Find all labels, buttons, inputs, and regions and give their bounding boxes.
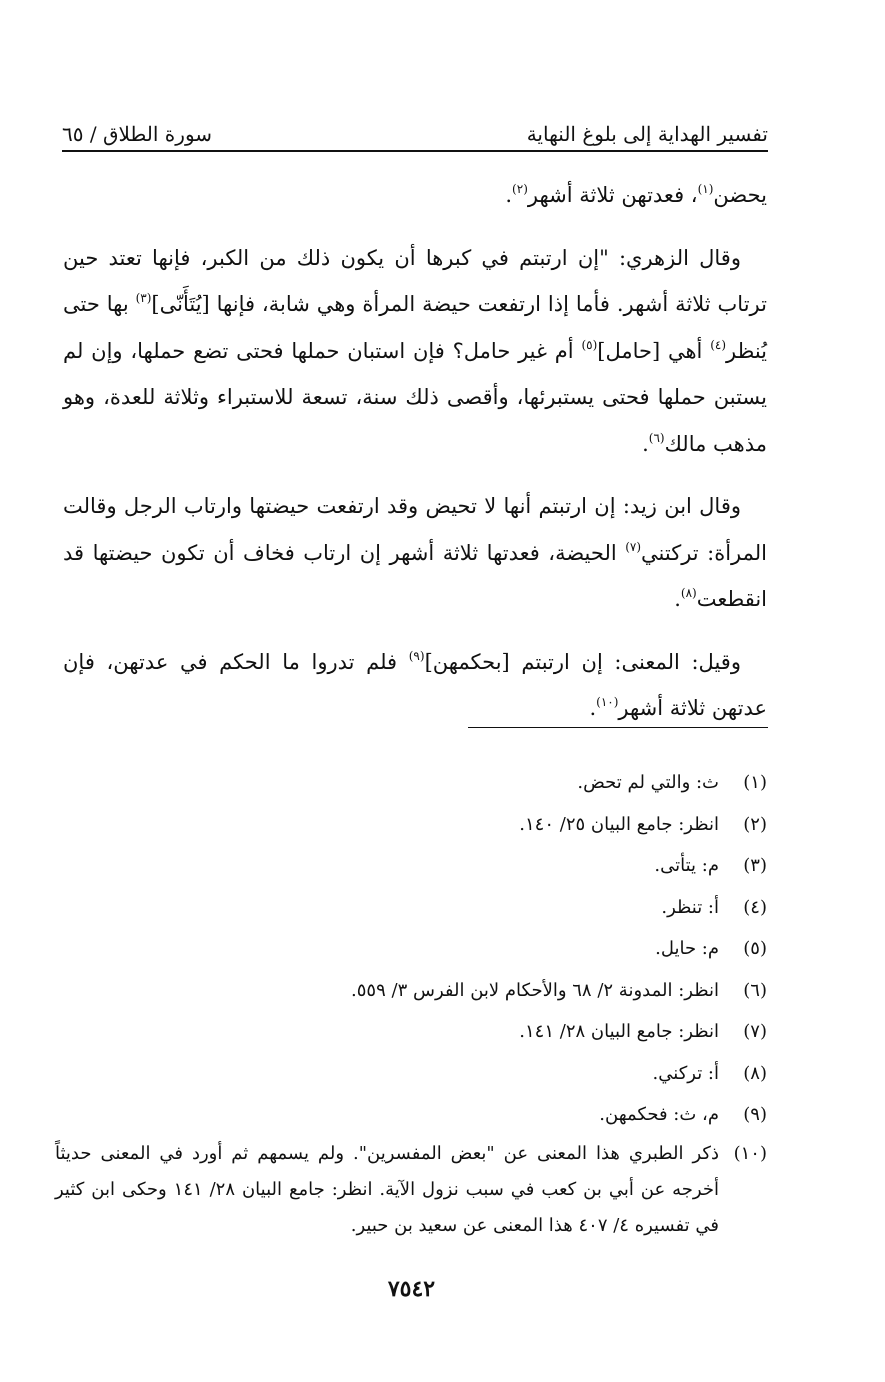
footnote-number: (٦) [743, 979, 767, 1001]
footnote-separator [468, 727, 768, 728]
footnote-text: ذكر الطبري هذا المعنى عن "بعض المفسرين". ولم يسمهم ثم أورد في المعنى حديثاً أخرجه عن أبي بن كعب في سبب نزول الآية. انظر: جامع البيان ٢٨/ ١٤١ وحكى ابن كثير في تفسيره ٤/ ٤٠٧ هذا المعنى عن سعيد بن حبير. [55, 1142, 719, 1236]
footnote-text: انظر: جامع البيان ٢٨/ ١٤١. [519, 1021, 719, 1042]
footnote-number: (٧) [743, 1021, 767, 1042]
footnote-ref[interactable]: (١٠) [596, 695, 619, 709]
text-run: بها حتى يُنظر [63, 292, 768, 363]
footnote-ref[interactable]: (٥) [581, 337, 598, 352]
footnote-ref[interactable]: (٨) [680, 586, 697, 600]
text-run: أم غير حامل؟ فإن استبان حملها فحتى تضع حملها، وإن لم يستبن حملها فحتى يستبرئها، وأقصى ذلك سنة، تسعة للاستبراء وثلاثة للعدة، وهو مذهب مالك [63, 338, 767, 456]
footnote-item [55, 1011, 767, 1053]
footnotes-list [55, 762, 767, 1244]
footnote-item [55, 762, 767, 804]
text-run: يحضن [713, 183, 767, 207]
main-text [63, 172, 767, 732]
footnote-number: (٨) [743, 1062, 767, 1084]
text-run: فلم تدروا ما الحكم في عدتهن، فإن عدتهن ثلاثة أشهر [63, 649, 767, 720]
footnote-text: انظر: جامع البيان ٢٥/ ١٤٠. [519, 813, 719, 835]
footnote-item [55, 887, 767, 929]
footnote-item [55, 845, 767, 887]
text-run: وقال ابن زيد: إن ارتبتم أنها لا تحيض وقد ارتفعت حيضتها وارتاب الرجل وقالت المرأة: تركتني [63, 494, 767, 565]
header-rule [62, 150, 768, 152]
footnote-ref[interactable]: (٧) [625, 539, 642, 554]
text-run: ، فعدتهن ثلاثة أشهر [527, 183, 698, 207]
text-run: وقال الزهري: "إن ارتبتم في كبرها أن يكون ذلك من الكبر، فإنها تعتد حين ترتاب ثلاثة أشهر. فأما إذا ارتفعت حيضة المرأة وهي شابة، فإنها [يُتَأَنّى] [63, 245, 767, 316]
footnote-text: انظر: المدونة ٢/ ٦٨ والأحكام لابن الفرس ٣/ ٥٥٩. [351, 979, 719, 1001]
text-run: . [674, 587, 681, 611]
footnote-item [55, 1053, 767, 1095]
footnote-ref[interactable]: (٢) [512, 182, 528, 196]
text-run: . [642, 431, 649, 456]
paragraph-4 [63, 639, 767, 732]
footnote-number: (٥) [743, 938, 767, 959]
footnote-ref[interactable]: (٦) [648, 430, 665, 445]
footnote-item [55, 970, 767, 1012]
footnote-text: أ: تركني. [652, 1062, 719, 1084]
book-title: تفسير الهداية إلى بلوغ النهاية [526, 122, 768, 146]
footnote-item [55, 928, 767, 970]
footnote-text: م: يتأتى. [654, 855, 719, 876]
footnote-ref[interactable]: (١) [697, 182, 714, 196]
footnote-number: (١٠) [733, 1142, 767, 1164]
footnote-item [55, 1094, 767, 1136]
text-run: أهي [حامل] [597, 338, 711, 363]
paragraph-3 [63, 483, 767, 623]
text-run: الحيضة، فعدتها ثلاثة أشهر إن ارتاب فخاف أن تكون حيضتها قد انقطعت [63, 540, 767, 611]
footnote-ref[interactable]: (٩) [408, 648, 425, 663]
text-run: وقيل: المعنى: إن ارتبتم [بحكمهن] [424, 649, 741, 674]
page-number: ٧٥٤٢ [387, 1276, 436, 1302]
footnote-ref[interactable]: (٣) [135, 291, 152, 305]
footnote-number: (٣) [743, 855, 767, 876]
footnote-number: (١) [743, 772, 767, 793]
running-header [62, 108, 768, 146]
footnote-ref[interactable]: (٤) [710, 337, 727, 352]
text-run: . [505, 183, 513, 207]
footnote-number: (٢) [743, 813, 767, 835]
footnote-number: (٩) [743, 1104, 767, 1125]
paragraph-1 [63, 172, 767, 219]
footnote-item [55, 804, 767, 846]
footnote-number: (٤) [743, 896, 767, 918]
footnote-text: ث: والتي لم تحض. [577, 772, 719, 793]
footnote-item [55, 1136, 767, 1244]
paragraph-2 [63, 235, 767, 468]
surah-label: سورة الطلاق / ٦٥ [62, 122, 213, 146]
footnote-text: أ: تنظر. [661, 896, 719, 918]
footnote-text: م، ث: فحكمهن. [599, 1104, 719, 1125]
footnote-text: م: حايل. [655, 938, 719, 959]
text-run: . [589, 696, 597, 720]
